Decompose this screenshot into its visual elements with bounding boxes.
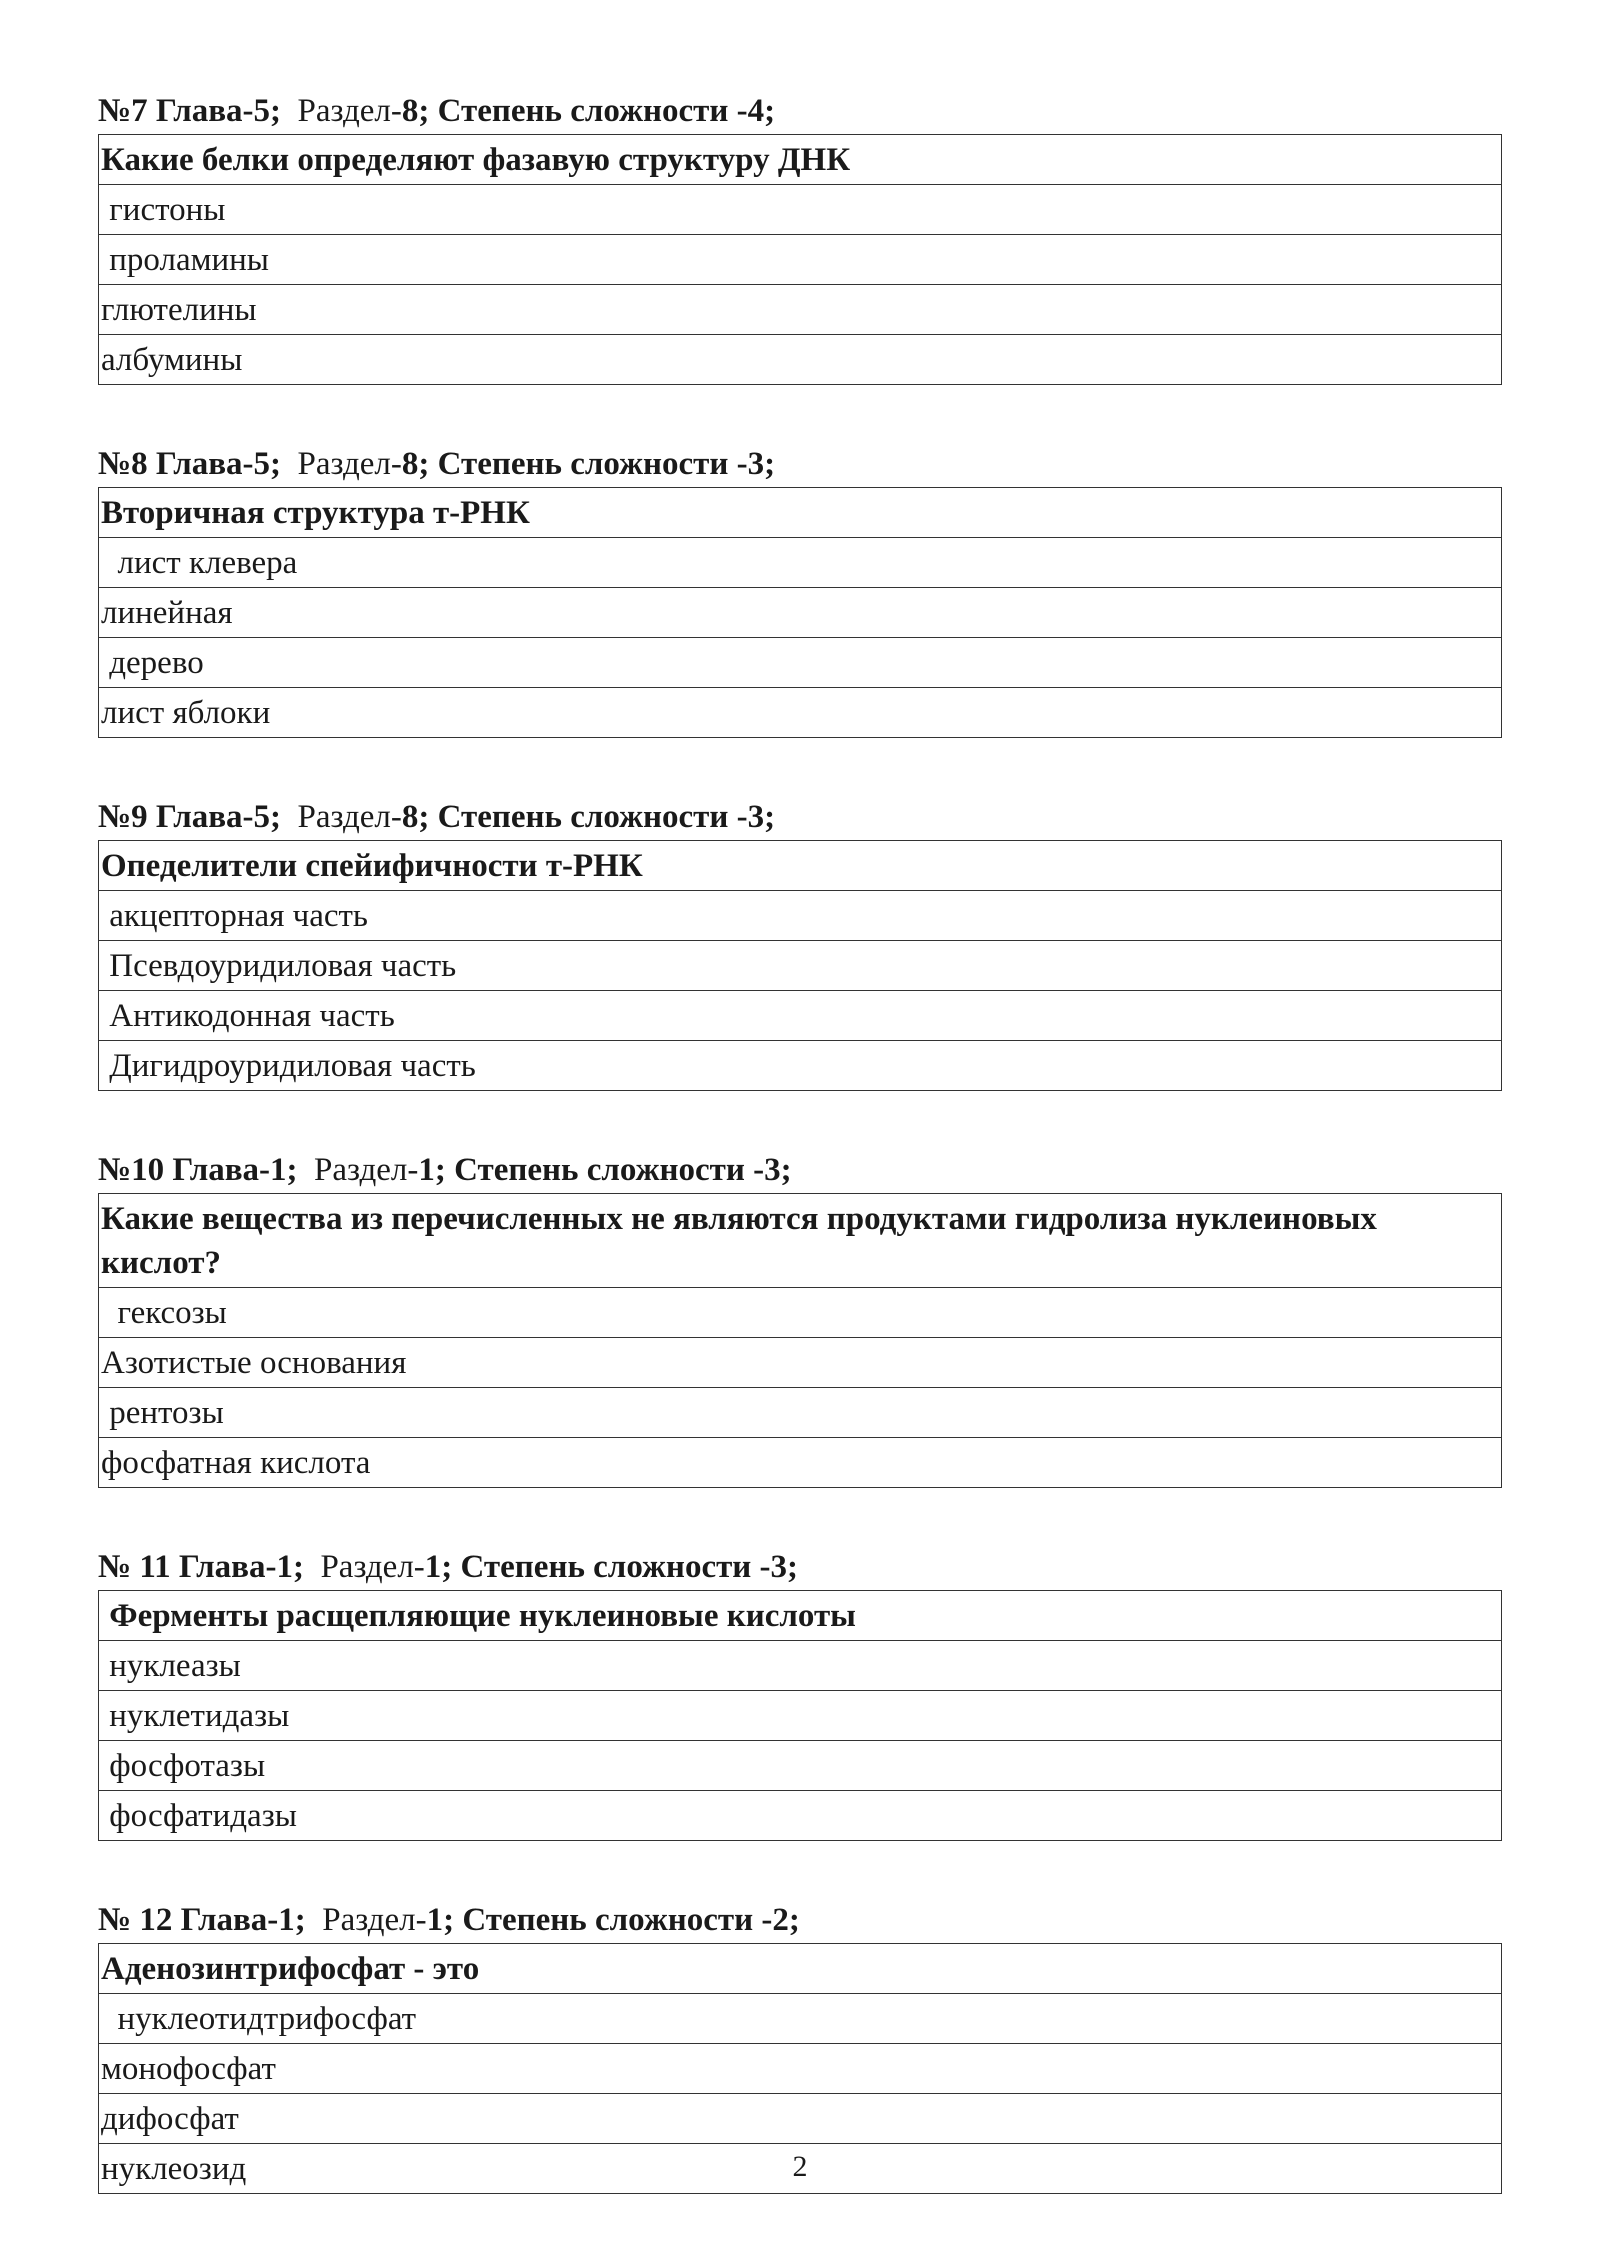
question-table	[98, 487, 1502, 738]
chapter-label: Глава-1;	[172, 1152, 298, 1188]
question-text: Какие вещества из перечисленных не являются продуктами гидролиза нуклеиновых кислот?	[99, 1194, 1502, 1288]
answer-option: монофосфат	[99, 2044, 1502, 2094]
section-value: 8;	[401, 799, 430, 835]
question-text: Вторичная структура т-РНК	[99, 488, 1502, 538]
answer-option: лист яблоки	[99, 688, 1502, 738]
table-row	[99, 588, 1502, 638]
question-block	[98, 798, 1502, 1091]
question-block	[98, 1151, 1502, 1488]
table-row	[99, 688, 1502, 738]
answer-option: фосфатная кислота	[99, 1438, 1502, 1488]
answer-option: Антикодонная часть	[99, 991, 1502, 1041]
answer-option: гистоны	[99, 185, 1502, 235]
difficulty-label: Степень сложности -3;	[437, 799, 776, 835]
question-table	[98, 134, 1502, 385]
question-number: № 12	[98, 1902, 173, 1938]
question-header	[98, 445, 1502, 487]
table-row	[99, 1641, 1502, 1691]
table-row	[99, 841, 1502, 891]
table-row	[99, 285, 1502, 335]
question-header	[98, 92, 1502, 134]
answer-option: лист клевера	[99, 538, 1502, 588]
question-text: Какие белки определяют фазавую структуру ДНК	[99, 135, 1502, 185]
difficulty-label: Степень сложности -2;	[462, 1902, 800, 1938]
question-table	[98, 1193, 1502, 1488]
difficulty-label: Степень сложности -3;	[437, 446, 776, 482]
answer-option: дерево	[99, 638, 1502, 688]
section-value: 1;	[418, 1152, 446, 1188]
section-label: Раздел-	[320, 1549, 425, 1585]
table-row	[99, 1691, 1502, 1741]
table-row	[99, 1438, 1502, 1488]
question-number: №9	[98, 799, 148, 835]
table-row	[99, 235, 1502, 285]
question-block	[98, 92, 1502, 385]
difficulty-label: Степень сложности -4;	[437, 93, 776, 129]
section-label: Раздел-	[297, 446, 402, 482]
table-row	[99, 1388, 1502, 1438]
table-row	[99, 335, 1502, 385]
section-label: Раздел-	[322, 1902, 427, 1938]
table-row	[99, 488, 1502, 538]
table-row	[99, 2044, 1502, 2094]
question-header	[98, 798, 1502, 840]
answer-option: нуклеозид	[99, 2144, 1502, 2194]
answer-option: нуклетидазы	[99, 1691, 1502, 1741]
table-row	[99, 1338, 1502, 1388]
answer-option: проламины	[99, 235, 1502, 285]
question-number: № 11	[98, 1549, 171, 1585]
question-text: Опеделители спейифичности т-РНК	[99, 841, 1502, 891]
question-header	[98, 1548, 1502, 1590]
table-row	[99, 638, 1502, 688]
section-value: 1;	[424, 1549, 453, 1585]
question-number: №7	[98, 93, 148, 129]
table-row	[99, 1288, 1502, 1338]
answer-option: албумины	[99, 335, 1502, 385]
question-text: Аденозинтрифосфат - это	[99, 1944, 1502, 1994]
table-row	[99, 1791, 1502, 1841]
table-row	[99, 538, 1502, 588]
section-label: Раздел-	[297, 799, 402, 835]
table-row	[99, 1944, 1502, 1994]
table-row	[99, 941, 1502, 991]
answer-option: фосфотазы	[99, 1741, 1502, 1791]
section-label: Раздел-	[297, 93, 402, 129]
question-table	[98, 840, 1502, 1091]
table-row	[99, 2094, 1502, 2144]
chapter-label: Глава-5;	[155, 93, 282, 129]
chapter-label: Глава-5;	[155, 446, 282, 482]
question-text: Ферменты расщепляющие нуклеиновые кислоты	[99, 1591, 1502, 1641]
section-value: 8;	[401, 93, 430, 129]
answer-option: Дигидроуридиловая часть	[99, 1041, 1502, 1091]
section-value: 1;	[426, 1902, 455, 1938]
table-row	[99, 1994, 1502, 2044]
answer-option: нуклеазы	[99, 1641, 1502, 1691]
table-row	[99, 1041, 1502, 1091]
answer-option: рентозы	[99, 1388, 1502, 1438]
table-row	[99, 1741, 1502, 1791]
section-value: 8;	[401, 446, 430, 482]
answer-option: гексозы	[99, 1288, 1502, 1338]
chapter-label: Глава-1;	[178, 1549, 304, 1585]
difficulty-label: Степень сложности -3;	[460, 1549, 799, 1585]
chapter-label: Глава-5;	[155, 799, 282, 835]
question-number: №8	[98, 446, 148, 482]
document-page	[98, 92, 1502, 2254]
table-row	[99, 1194, 1502, 1288]
answer-option: акцепторная часть	[99, 891, 1502, 941]
question-table	[98, 1590, 1502, 1841]
question-block	[98, 1548, 1502, 1841]
table-row	[99, 891, 1502, 941]
answer-option: нуклеотидтрифосфат	[99, 1994, 1502, 2044]
question-block	[98, 445, 1502, 738]
question-header	[98, 1151, 1502, 1193]
difficulty-label: Степень сложности -3;	[454, 1152, 792, 1188]
table-row	[99, 1591, 1502, 1641]
table-row	[99, 135, 1502, 185]
answer-option: дифосфат	[99, 2094, 1502, 2144]
answer-option: линейная	[99, 588, 1502, 638]
table-row	[99, 185, 1502, 235]
section-label: Раздел-	[314, 1152, 419, 1188]
answer-option: Азотистые основания	[99, 1338, 1502, 1388]
question-header	[98, 1901, 1502, 1943]
table-row	[99, 991, 1502, 1041]
page-number: 2	[792, 2150, 808, 2183]
answer-option: глютелины	[99, 285, 1502, 335]
chapter-label: Глава-1;	[180, 1902, 306, 1938]
answer-option: Псевдоуридиловая часть	[99, 941, 1502, 991]
answer-option: фосфатидазы	[99, 1791, 1502, 1841]
question-number: №10	[98, 1152, 165, 1188]
